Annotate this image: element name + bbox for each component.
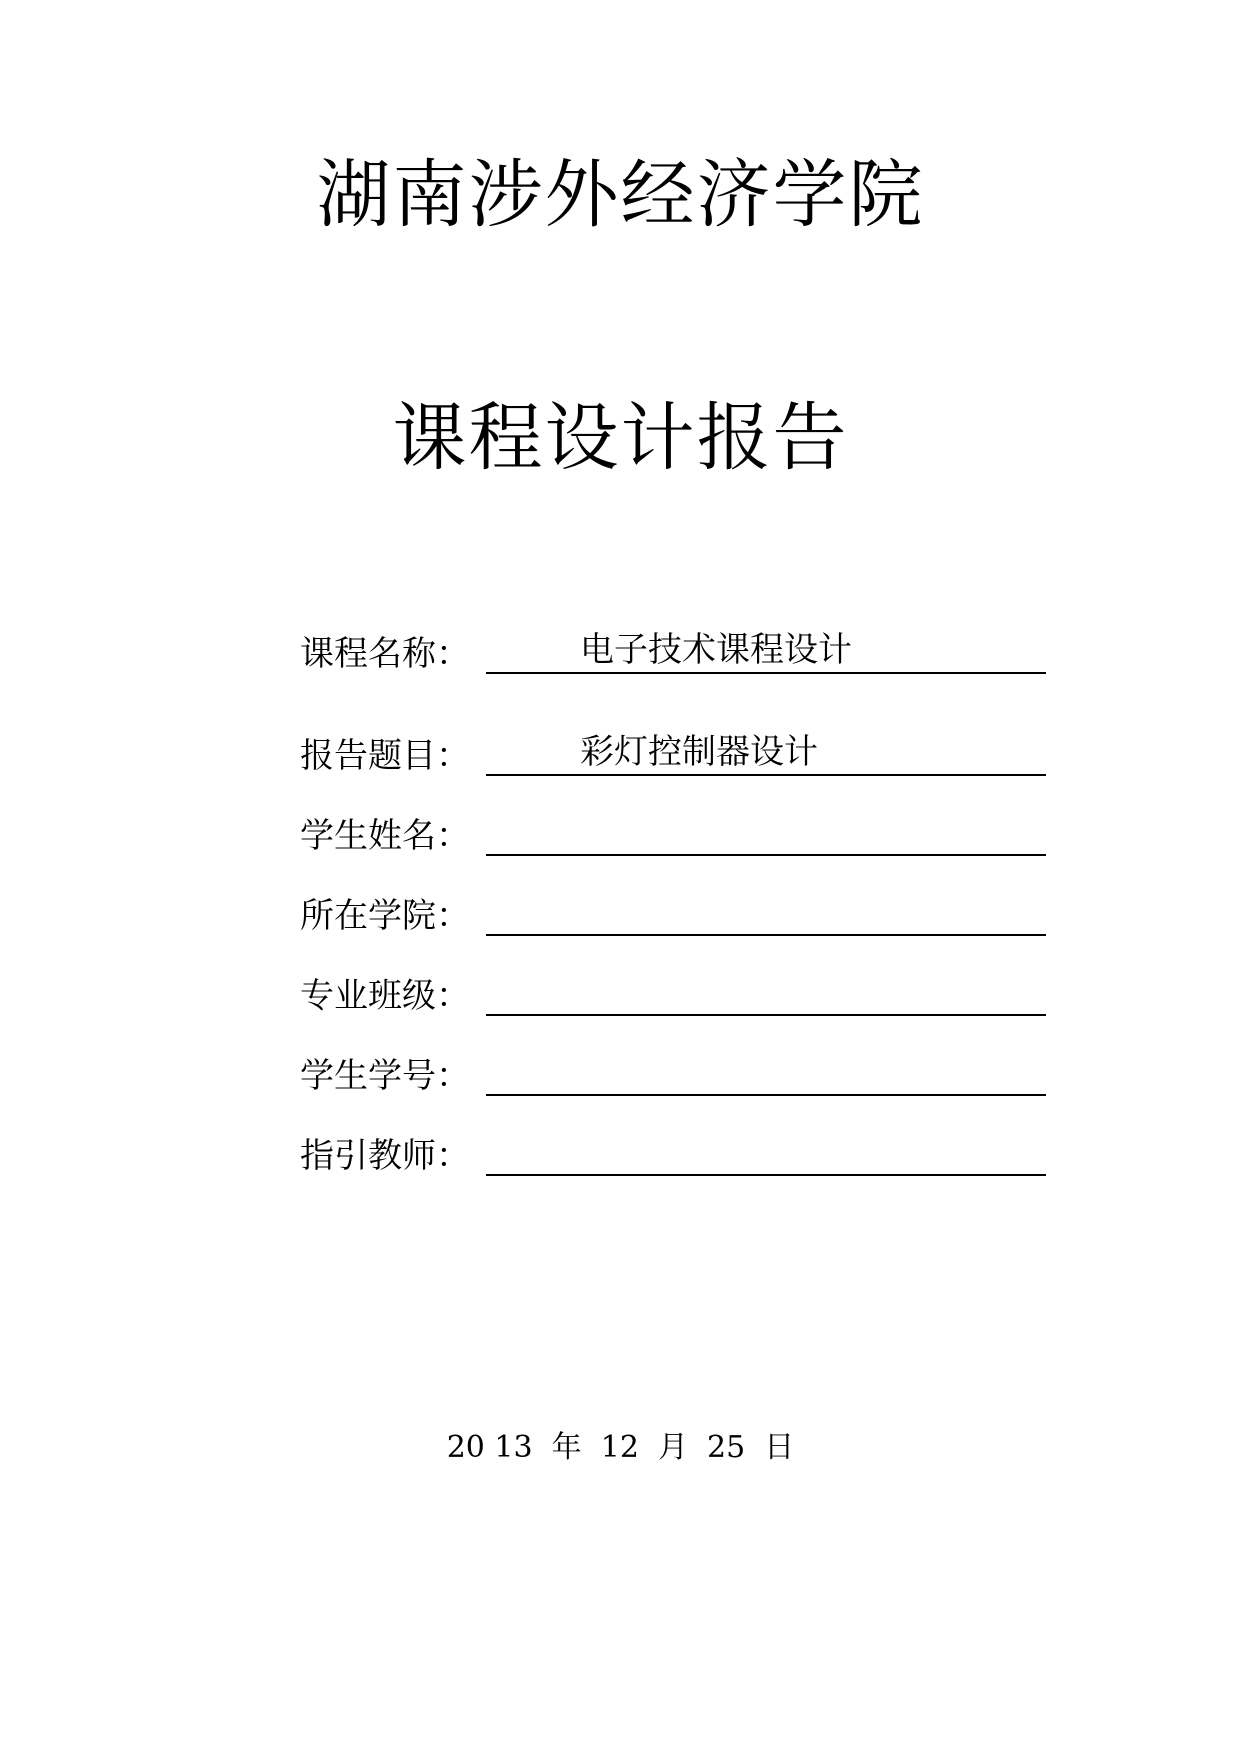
field-underline (486, 728, 1046, 776)
field-label: 所在学院： (300, 896, 470, 936)
field-label: 课程名称： (300, 634, 470, 674)
field-college (300, 888, 1046, 938)
field-underline (486, 888, 1046, 936)
field-major-class (300, 968, 1046, 1018)
school-name: 湖南涉外经济学院 (316, 152, 925, 238)
field-underline (486, 626, 1046, 674)
field-label: 学生姓名： (300, 816, 470, 856)
field-value: 电子技术课程设计 (580, 630, 852, 670)
field-value: 彩灯控制器设计 (580, 732, 818, 772)
field-underline (486, 808, 1046, 856)
field-underline (486, 1128, 1046, 1176)
field-advisor (300, 1128, 1046, 1178)
field-underline (486, 1048, 1046, 1096)
report-date: 20 13 年 12 月 25 日 (446, 1430, 795, 1465)
field-course-name (300, 626, 1046, 676)
field-label: 报告题目： (300, 736, 470, 776)
field-label: 专业班级： (300, 976, 470, 1016)
report-title: 课程设计报告 (392, 395, 849, 481)
field-student-id (300, 1048, 1046, 1098)
field-underline (486, 968, 1046, 1016)
field-report-topic (300, 728, 1046, 778)
field-label: 指引教师： (300, 1136, 470, 1176)
field-student-name (300, 808, 1046, 858)
field-label: 学生学号： (300, 1056, 470, 1096)
